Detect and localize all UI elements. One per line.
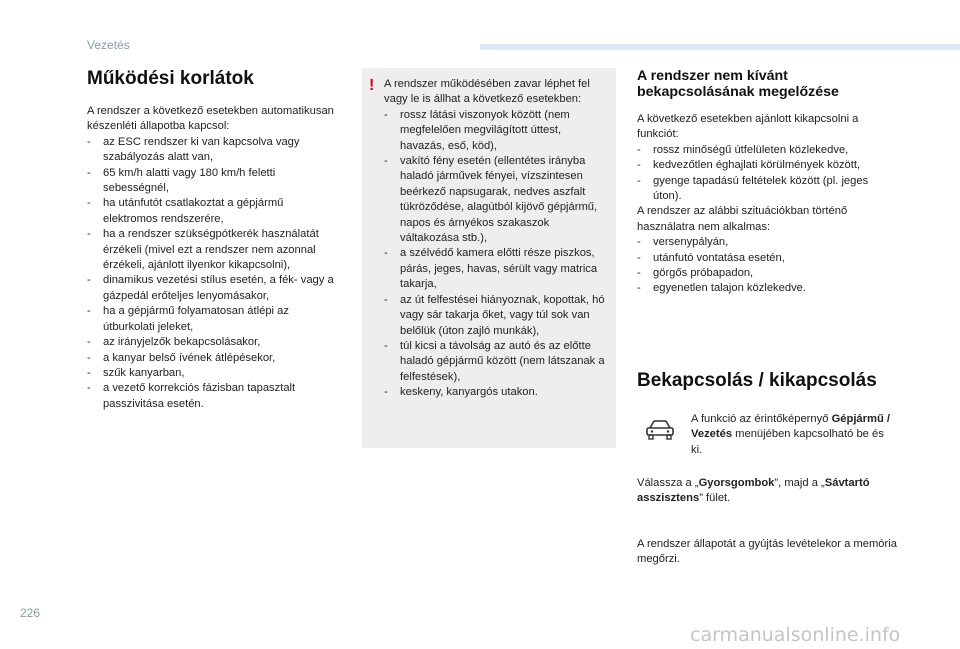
list-item: - az ESC rendszer ki van kapcsolva vagy szabályozás alatt van,: [87, 135, 337, 166]
toggle-section: [637, 370, 897, 568]
left-column: [87, 68, 337, 412]
list-item: - gyenge tapadású feltételek között (pl. jeges úton).: [637, 174, 887, 205]
section-title-limits: Működési korlátok: [87, 68, 254, 89]
prevent-intro: A következő esetekben ajánlott kikapcsolni a funkciót:: [637, 113, 859, 141]
list-item: - görgős próbapadon,: [637, 266, 887, 281]
tab-name: Sávtartó asszisztens: [637, 477, 870, 505]
list-item: - keskeny, kanyargós utakon.: [384, 385, 606, 400]
memory-note: A rendszer állapotát a gyújtás levételekor a memória megőrzi.: [637, 537, 897, 566]
list-item: - versenypályán,: [637, 235, 887, 250]
section-title-toggle: Bekapcsolás / kikapcsolás: [637, 370, 877, 391]
list-item: - rossz látási viszonyok között (nem megfelelően megvilágított úttest, havazás, eső, köd),: [384, 108, 606, 154]
running-header: Vezetés: [87, 38, 130, 52]
warning-list: [384, 108, 606, 401]
touchscreen-text: [691, 412, 891, 458]
unsuitable-intro: A rendszer az alábbi szituációkban történő használatra nem alkalmas:: [637, 205, 848, 233]
warning-intro: A rendszer működésében zavar léphet fel vagy le is állhat a következő esetekben:: [384, 78, 590, 106]
header-bar: [480, 44, 960, 50]
warning-box: [362, 68, 616, 448]
shortcut-name: Gyorsgombok: [698, 477, 775, 489]
right-column: [637, 68, 887, 297]
list-item: - az irányjelzők bekapcsolásakor,: [87, 335, 337, 350]
select-instruction: [637, 476, 897, 507]
list-item: - dinamikus vezetési stílus esetén, a fék- vagy a gázpedál erőteljes lenyomásakor,: [87, 273, 337, 304]
touchscreen-row: [637, 412, 897, 460]
list-item: - ha a gépjármű folyamatosan átlépi az útburkolati jeleket,: [87, 304, 337, 335]
list-item: - kedvezőtlen éghajlati körülmények között,: [637, 158, 887, 173]
prevent-list: [637, 143, 887, 205]
list-item: - szűk kanyarban,: [87, 366, 337, 381]
watermark: carmanualsonline.info: [690, 624, 901, 646]
text-segment: menüjében kapcsolható be és ki.: [691, 428, 884, 456]
text-segment: ”, majd a „: [774, 477, 825, 489]
list-item: - vakító fény esetén (ellentétes irányba haladó járművek fényei, vízszintesen beérkező napsugarak, nedves aszfalt tükröződése, alagútból kijövő gépjármű, napos és árnyékos szakaszok váltakozása stb.),: [384, 154, 606, 246]
menu-name: Gépjármű / Vezetés: [691, 413, 891, 441]
page-number: 226: [20, 606, 41, 620]
list-item: - ha utánfutót csatlakoztat a gépjármű elektromos rendszerére,: [87, 196, 337, 227]
list-item: - 65 km/h alatti vagy 180 km/h feletti sebességnél,: [87, 166, 337, 197]
text-segment: ” fület.: [699, 492, 731, 505]
section-title-prevent: A rendszer nem kívánt bekapcsolásának megelőzése: [637, 68, 839, 100]
list-item: - a vezető korrekciós fázisban tapasztalt passzivitása esetén.: [87, 381, 337, 412]
list-item: - a szélvédő kamera előtti része piszkos, párás, jeges, havas, sérült vagy matrica takarja,: [384, 246, 606, 292]
list-item: - ha a rendszer szükségpótkerék használatát érzékeli (mivel ezt a rendszer nem azonnal érzékeli, ajánlott ilyenkor kikapcsolni),: [87, 227, 337, 273]
limits-list: [87, 135, 337, 412]
text-segment: Válassza a „: [637, 477, 699, 489]
warning-icon: !: [369, 77, 375, 94]
limits-intro: A rendszer a következő esetekben automatikusan készenléti állapotba kapcsol:: [87, 105, 334, 133]
text-segment: A funkció az érintőképernyő: [691, 413, 832, 425]
list-item: - egyenetlen talajon közlekedve.: [637, 281, 887, 296]
car-icon: [645, 416, 675, 442]
list-item: - utánfutó vontatása esetén,: [637, 251, 887, 266]
list-item: - rossz minőségű útfelületen közlekedve,: [637, 143, 887, 158]
list-item: - az út felfestései hiányoznak, kopottak, hó vagy sár takarja őket, vagy túl sok van belőlük (úton zajló munkák),: [384, 293, 606, 339]
unsuitable-list: [637, 235, 887, 297]
list-item: - a kanyar belső ívének átlépésekor,: [87, 351, 337, 366]
list-item: - túl kicsi a távolság az autó és az előtte haladó gépjármű között (nem látszanak a felfestések),: [384, 339, 606, 385]
